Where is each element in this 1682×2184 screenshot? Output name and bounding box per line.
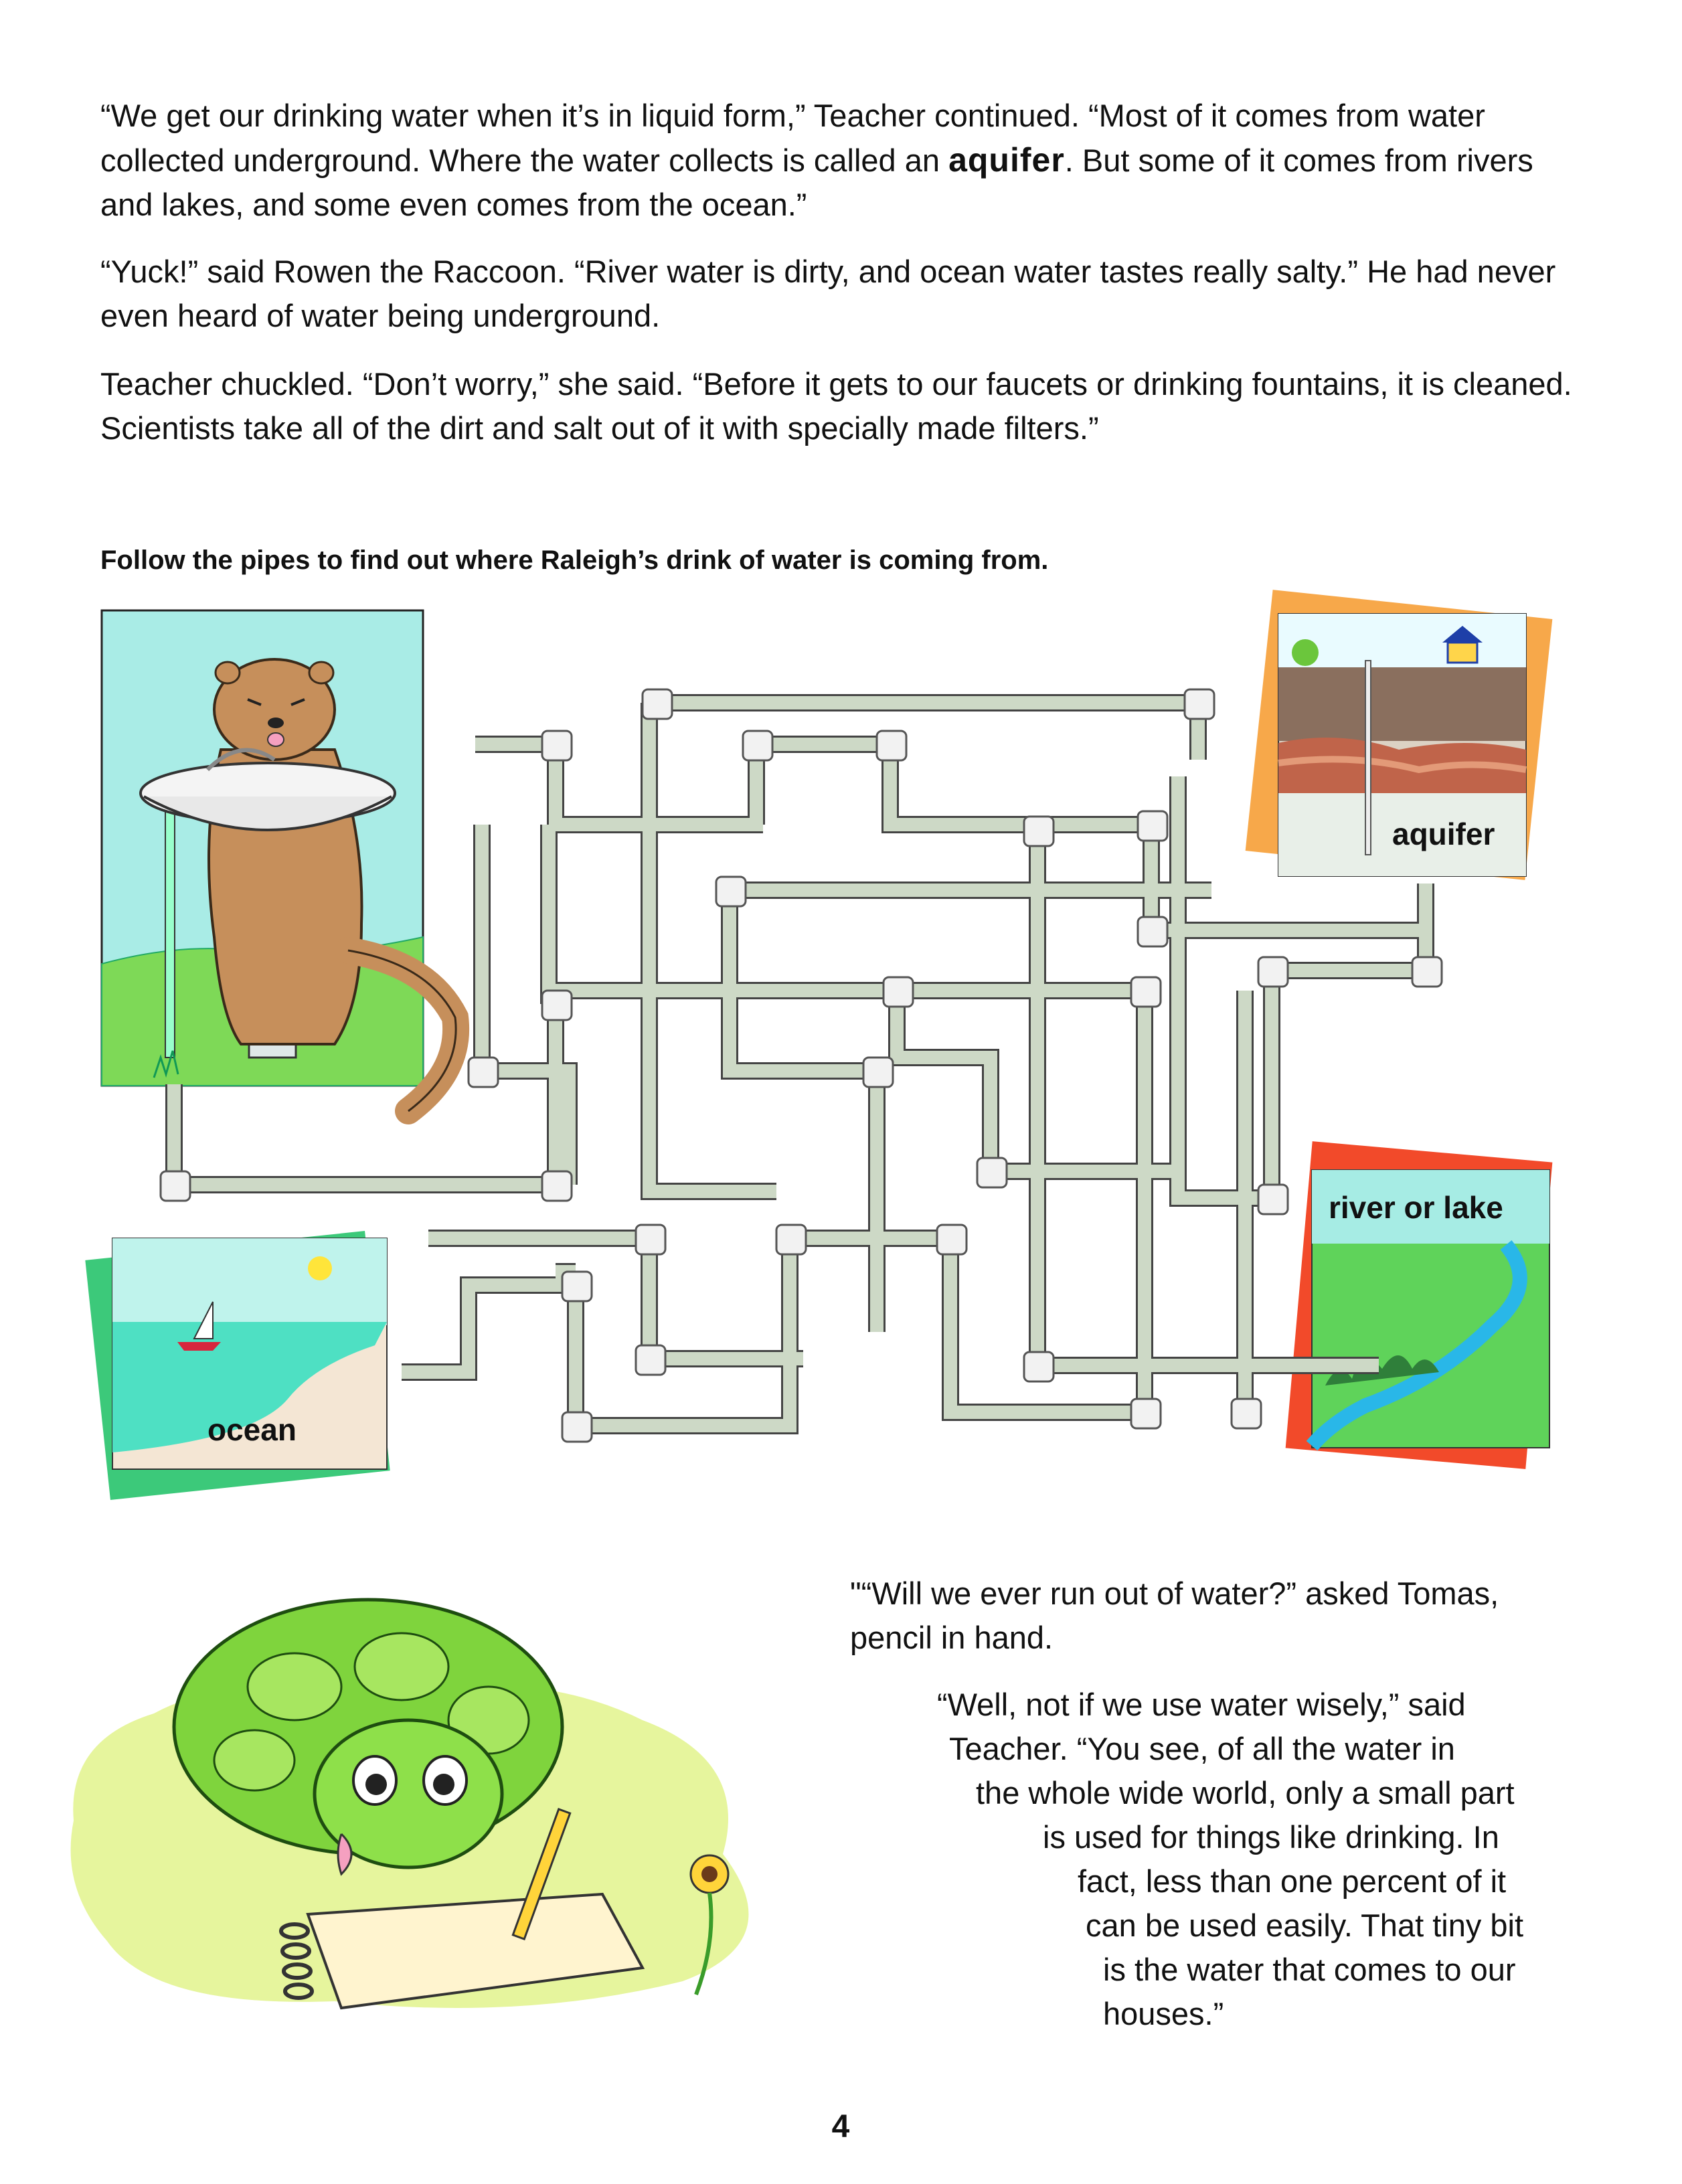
closing-line-2: pencil in hand. [850, 1620, 1054, 1655]
closing-line-5: the whole wide world, only a small part [976, 1775, 1515, 1811]
otter-drinking-fountain-illustration [102, 610, 456, 1111]
aquifer-term: aquifer [948, 141, 1065, 179]
story-paragraph-1 [100, 94, 1593, 227]
closing-line-3: “Well, not if we use water wisely,” said [937, 1687, 1466, 1722]
maze-instruction: Follow the pipes to find out where Raleigh’s drink of water is coming from. [100, 545, 1049, 575]
ocean-label: ocean [207, 1412, 297, 1447]
closing-line-10: houses.” [1103, 1996, 1224, 2031]
river-label: river or lake [1329, 1190, 1503, 1225]
paragraph-text: . But some of it comes from rivers and lakes, and some even comes from the ocean.” [100, 143, 1533, 222]
closing-line-8: can be used easily. That tiny bit [1086, 1908, 1524, 1943]
closing-line-9: is the water that comes to our [1103, 1952, 1516, 1987]
story-paragraph-3: Teacher chuckled. “Don’t worry,” she said. “Before it gets to our faucets or drinking fountains, it is cleaned. Scientists take all of the dirt and salt out of it with specially made filters.” [100, 366, 1572, 446]
paragraph-text: “We get our drinking water when it’s in liquid form,” Teacher continued. “Most of it comes from water collected underground. Where the water collects is called an [100, 98, 1485, 178]
river-or-lake-source-card [1286, 1141, 1553, 1469]
story-paragraph-2: “Yuck!” said Rowen the Raccoon. “River water is dirty, and ocean water tastes really salty.” He had never even heard of water being underground. [100, 254, 1556, 333]
closing-line-6: is used for things like drinking. In [1043, 1819, 1499, 1855]
closing-line-4: Teacher. “You see, of all the water in [949, 1731, 1455, 1766]
aquifer-label: aquifer [1392, 817, 1495, 851]
closing-line-7: fact, less than one percent of it [1078, 1863, 1507, 1899]
ocean-source-card [85, 1231, 390, 1500]
pipe-maze [0, 589, 1682, 1513]
aquifer-source-card [1246, 590, 1553, 880]
page-number: 4 [831, 2109, 850, 2145]
closing-line-1: "“Will we ever run out of water?” asked Tomas, [850, 1576, 1499, 1611]
